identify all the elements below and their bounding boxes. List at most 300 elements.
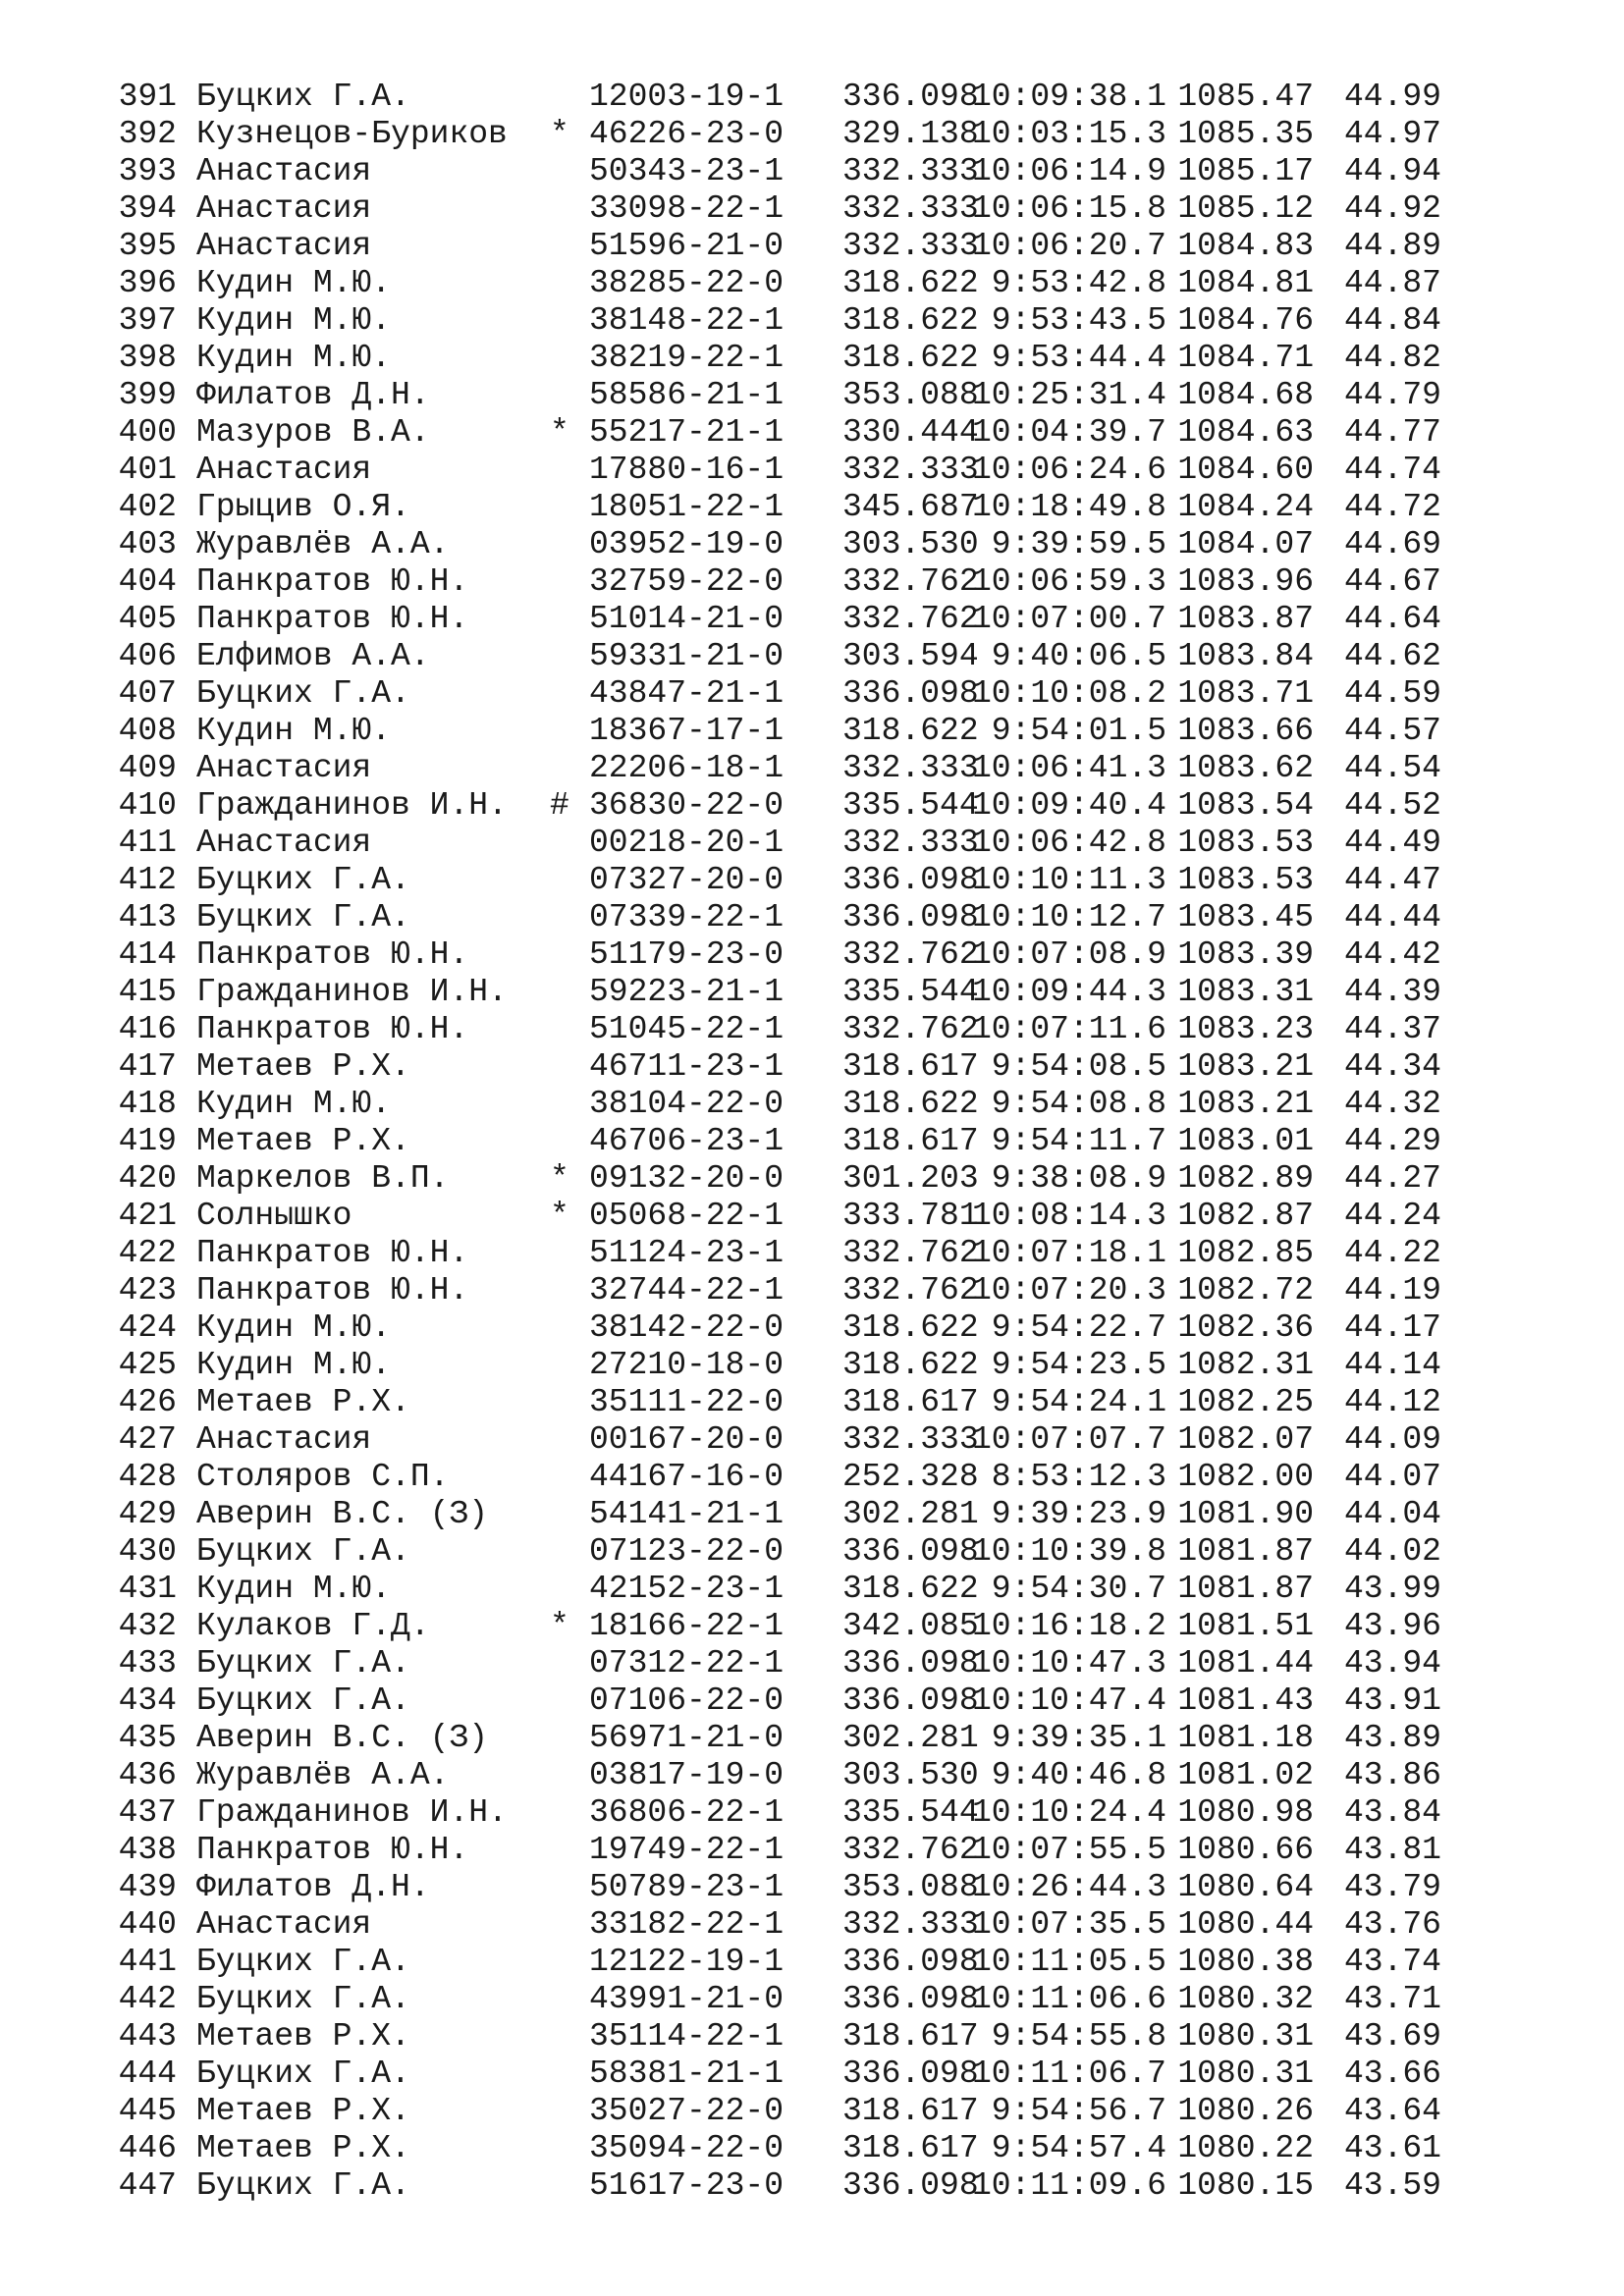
table-row — [118, 377, 1441, 414]
rank-cell: 419 — [118, 1123, 177, 1159]
fancier-name-cell: Анастасия — [196, 228, 372, 264]
distance-cell: 318.622 — [842, 1309, 979, 1346]
fancier-name-cell: Филатов Д.Н. — [196, 1869, 430, 1905]
speed-cell: 1080.22 — [1177, 2130, 1314, 2166]
arrival-time-cell: 10:10:24.4 — [971, 1794, 1166, 1831]
rank-cell: 437 — [118, 1794, 177, 1831]
coefficient-cell: 43.79 — [1343, 1869, 1441, 1905]
table-row — [118, 526, 1441, 563]
coefficient-cell: 44.19 — [1343, 1272, 1441, 1308]
fancier-name-cell: Панкратов Ю.Н. — [196, 1272, 469, 1308]
coefficient-cell: 44.62 — [1343, 638, 1441, 674]
coefficient-cell: 44.02 — [1343, 1533, 1441, 1570]
coefficient-cell: 44.14 — [1343, 1347, 1441, 1383]
coefficient-cell: 44.17 — [1343, 1309, 1441, 1346]
distance-cell: 318.622 — [842, 713, 979, 749]
fancier-name-cell: Анастасия — [196, 750, 372, 786]
ring-number-cell: 54141-21-1 — [589, 1496, 785, 1532]
distance-cell: 336.098 — [842, 1981, 979, 2017]
table-row — [118, 1720, 1441, 1757]
distance-cell: 318.622 — [842, 265, 979, 301]
distance-cell: 336.098 — [842, 675, 979, 712]
arrival-time-cell: 10:07:07.7 — [971, 1421, 1166, 1458]
table-row — [118, 1533, 1441, 1571]
speed-cell: 1085.17 — [1177, 153, 1314, 189]
arrival-time-cell: 9:54:22.7 — [991, 1309, 1166, 1346]
coefficient-cell: 43.76 — [1343, 1906, 1441, 1943]
coefficient-cell: 44.92 — [1343, 190, 1441, 227]
ring-number-cell: 35114-22-1 — [589, 2018, 785, 2055]
rank-cell: 414 — [118, 936, 177, 973]
coefficient-cell: 44.07 — [1343, 1459, 1441, 1495]
speed-cell: 1083.87 — [1177, 601, 1314, 637]
ring-number-cell: 46226-23-0 — [589, 116, 785, 152]
table-row — [118, 563, 1441, 601]
distance-cell: 332.762 — [842, 1272, 979, 1308]
ring-number-cell: 55217-21-1 — [589, 414, 785, 451]
coefficient-cell: 44.99 — [1343, 79, 1441, 115]
fancier-name-cell: Панкратов Ю.Н. — [196, 601, 469, 637]
coefficient-cell: 44.27 — [1343, 1160, 1441, 1197]
fancier-name-cell: Анастасия — [196, 1421, 372, 1458]
table-row — [118, 974, 1441, 1011]
rank-cell: 432 — [118, 1608, 177, 1644]
fancier-name-cell: Панкратов Ю.Н. — [196, 1011, 469, 1047]
rank-cell: 426 — [118, 1384, 177, 1420]
rank-cell: 442 — [118, 1981, 177, 2017]
arrival-time-cell: 10:10:12.7 — [971, 899, 1166, 935]
fancier-name-cell: Панкратов Ю.Н. — [196, 936, 469, 973]
ring-number-cell: 50343-23-1 — [589, 153, 785, 189]
distance-cell: 318.617 — [842, 2093, 979, 2129]
arrival-time-cell: 10:11:05.5 — [971, 1944, 1166, 1980]
speed-cell: 1082.25 — [1177, 1384, 1314, 1420]
distance-cell: 336.098 — [842, 899, 979, 935]
table-row — [118, 862, 1441, 899]
fancier-name-cell: Журавлёв А.А. — [196, 1757, 450, 1793]
distance-cell: 332.333 — [842, 228, 979, 264]
arrival-time-cell: 10:07:00.7 — [971, 601, 1166, 637]
coefficient-cell: 43.96 — [1343, 1608, 1441, 1644]
arrival-time-cell: 9:53:43.5 — [991, 302, 1166, 339]
speed-cell: 1081.02 — [1177, 1757, 1314, 1793]
speed-cell: 1082.07 — [1177, 1421, 1314, 1458]
table-row — [118, 116, 1441, 153]
arrival-time-cell: 10:06:20.7 — [971, 228, 1166, 264]
mark-cell: * — [550, 1608, 569, 1644]
ring-number-cell: 22206-18-1 — [589, 750, 785, 786]
coefficient-cell: 44.39 — [1343, 974, 1441, 1010]
fancier-name-cell: Гражданинов И.Н. — [196, 1794, 508, 1831]
table-row — [118, 153, 1441, 190]
ring-number-cell: 35111-22-0 — [589, 1384, 785, 1420]
ring-number-cell: 58586-21-1 — [589, 377, 785, 413]
fancier-name-cell: Метаев Р.Х. — [196, 1384, 410, 1420]
arrival-time-cell: 9:54:56.7 — [991, 2093, 1166, 2129]
table-row — [118, 1608, 1441, 1645]
rank-cell: 438 — [118, 1832, 177, 1868]
mark-cell: * — [550, 414, 569, 451]
arrival-time-cell: 9:53:42.8 — [991, 265, 1166, 301]
table-row — [118, 452, 1441, 489]
distance-cell: 332.762 — [842, 936, 979, 973]
ring-number-cell: 17880-16-1 — [589, 452, 785, 488]
speed-cell: 1080.26 — [1177, 2093, 1314, 2129]
ring-number-cell: 00167-20-0 — [589, 1421, 785, 1458]
coefficient-cell: 44.87 — [1343, 265, 1441, 301]
ring-number-cell: 51596-21-0 — [589, 228, 785, 264]
arrival-time-cell: 9:54:30.7 — [991, 1571, 1166, 1607]
speed-cell: 1083.96 — [1177, 563, 1314, 600]
speed-cell: 1083.53 — [1177, 825, 1314, 861]
distance-cell: 332.333 — [842, 190, 979, 227]
ring-number-cell: 35027-22-0 — [589, 2093, 785, 2129]
rank-cell: 408 — [118, 713, 177, 749]
rank-cell: 446 — [118, 2130, 177, 2166]
arrival-time-cell: 9:54:08.8 — [991, 1086, 1166, 1122]
fancier-name-cell: Анастасия — [196, 190, 372, 227]
mark-cell: * — [550, 1198, 569, 1234]
rank-cell: 425 — [118, 1347, 177, 1383]
table-row — [118, 79, 1441, 116]
table-row — [118, 713, 1441, 750]
ring-number-cell: 51179-23-0 — [589, 936, 785, 973]
speed-cell: 1083.71 — [1177, 675, 1314, 712]
speed-cell: 1083.21 — [1177, 1086, 1314, 1122]
arrival-time-cell: 9:54:55.8 — [991, 2018, 1166, 2055]
arrival-time-cell: 10:08:14.3 — [971, 1198, 1166, 1234]
distance-cell: 252.328 — [842, 1459, 979, 1495]
coefficient-cell: 44.32 — [1343, 1086, 1441, 1122]
rank-cell: 400 — [118, 414, 177, 451]
distance-cell: 318.622 — [842, 1347, 979, 1383]
fancier-name-cell: Буцких Г.А. — [196, 2167, 410, 2204]
rank-cell: 445 — [118, 2093, 177, 2129]
coefficient-cell: 44.84 — [1343, 302, 1441, 339]
coefficient-cell: 43.66 — [1343, 2056, 1441, 2092]
arrival-time-cell: 9:54:57.4 — [991, 2130, 1166, 2166]
coefficient-cell: 44.29 — [1343, 1123, 1441, 1159]
speed-cell: 1080.44 — [1177, 1906, 1314, 1943]
distance-cell: 332.762 — [842, 1011, 979, 1047]
coefficient-cell: 44.64 — [1343, 601, 1441, 637]
coefficient-cell: 44.57 — [1343, 713, 1441, 749]
ring-number-cell: 07339-22-1 — [589, 899, 785, 935]
fancier-name-cell: Грыцив О.Я. — [196, 489, 410, 525]
rank-cell: 391 — [118, 79, 177, 115]
speed-cell: 1080.66 — [1177, 1832, 1314, 1868]
speed-cell: 1080.64 — [1177, 1869, 1314, 1905]
table-row — [118, 1496, 1441, 1533]
mark-cell: * — [550, 1160, 569, 1197]
coefficient-cell: 44.34 — [1343, 1048, 1441, 1085]
distance-cell: 332.762 — [842, 1235, 979, 1271]
ring-number-cell: 42152-23-1 — [589, 1571, 785, 1607]
table-row — [118, 1794, 1441, 1832]
fancier-name-cell: Метаев Р.Х. — [196, 2130, 410, 2166]
table-row — [118, 825, 1441, 862]
arrival-time-cell: 10:09:44.3 — [971, 974, 1166, 1010]
ring-number-cell: 18367-17-1 — [589, 713, 785, 749]
rank-cell: 406 — [118, 638, 177, 674]
arrival-time-cell: 10:09:40.4 — [971, 787, 1166, 824]
table-row — [118, 1869, 1441, 1906]
table-row — [118, 1682, 1441, 1720]
table-row — [118, 2056, 1441, 2093]
ring-number-cell: 43847-21-1 — [589, 675, 785, 712]
table-row — [118, 936, 1441, 974]
fancier-name-cell: Филатов Д.Н. — [196, 377, 430, 413]
rank-cell: 415 — [118, 974, 177, 1010]
speed-cell: 1082.72 — [1177, 1272, 1314, 1308]
arrival-time-cell: 10:03:15.3 — [971, 116, 1166, 152]
speed-cell: 1080.32 — [1177, 1981, 1314, 2017]
speed-cell: 1082.87 — [1177, 1198, 1314, 1234]
ring-number-cell: 59331-21-0 — [589, 638, 785, 674]
arrival-time-cell: 10:11:06.6 — [971, 1981, 1166, 2017]
coefficient-cell: 43.84 — [1343, 1794, 1441, 1831]
ring-number-cell: 12003-19-1 — [589, 79, 785, 115]
arrival-time-cell: 9:38:08.9 — [991, 1160, 1166, 1197]
table-row — [118, 1160, 1441, 1198]
speed-cell: 1083.45 — [1177, 899, 1314, 935]
distance-cell: 332.333 — [842, 1421, 979, 1458]
distance-cell: 318.622 — [842, 302, 979, 339]
fancier-name-cell: Кудин М.Ю. — [196, 1086, 392, 1122]
ring-number-cell: 59223-21-1 — [589, 974, 785, 1010]
arrival-time-cell: 10:11:06.7 — [971, 2056, 1166, 2092]
rank-cell: 407 — [118, 675, 177, 712]
coefficient-cell: 44.74 — [1343, 452, 1441, 488]
table-row — [118, 1571, 1441, 1608]
ring-number-cell: 36830-22-0 — [589, 787, 785, 824]
rank-cell: 417 — [118, 1048, 177, 1085]
coefficient-cell: 44.69 — [1343, 526, 1441, 562]
arrival-time-cell: 9:53:44.4 — [991, 340, 1166, 376]
rank-cell: 396 — [118, 265, 177, 301]
fancier-name-cell: Метаев Р.Х. — [196, 1048, 410, 1085]
coefficient-cell: 43.91 — [1343, 1682, 1441, 1719]
rank-cell: 412 — [118, 862, 177, 898]
rank-cell: 394 — [118, 190, 177, 227]
arrival-time-cell: 10:07:55.5 — [971, 1832, 1166, 1868]
fancier-name-cell: Кудин М.Ю. — [196, 1571, 392, 1607]
ring-number-cell: 46706-23-1 — [589, 1123, 785, 1159]
speed-cell: 1084.07 — [1177, 526, 1314, 562]
speed-cell: 1081.87 — [1177, 1533, 1314, 1570]
distance-cell: 332.333 — [842, 153, 979, 189]
speed-cell: 1080.31 — [1177, 2018, 1314, 2055]
rank-cell: 447 — [118, 2167, 177, 2204]
fancier-name-cell: Панкратов Ю.Н. — [196, 1832, 469, 1868]
table-row — [118, 1944, 1441, 1981]
distance-cell: 332.762 — [842, 1832, 979, 1868]
coefficient-cell: 44.47 — [1343, 862, 1441, 898]
fancier-name-cell: Мазуров В.А. — [196, 414, 430, 451]
ring-number-cell: 50789-23-1 — [589, 1869, 785, 1905]
fancier-name-cell: Панкратов Ю.Н. — [196, 1235, 469, 1271]
fancier-name-cell: Анастасия — [196, 153, 372, 189]
speed-cell: 1083.54 — [1177, 787, 1314, 824]
distance-cell: 332.333 — [842, 750, 979, 786]
speed-cell: 1082.85 — [1177, 1235, 1314, 1271]
rank-cell: 395 — [118, 228, 177, 264]
rank-cell: 398 — [118, 340, 177, 376]
ring-number-cell: 07106-22-0 — [589, 1682, 785, 1719]
distance-cell: 318.617 — [842, 1123, 979, 1159]
arrival-time-cell: 10:07:11.6 — [971, 1011, 1166, 1047]
rank-cell: 424 — [118, 1309, 177, 1346]
table-row — [118, 899, 1441, 936]
fancier-name-cell: Буцких Г.А. — [196, 79, 410, 115]
ring-number-cell: 58381-21-1 — [589, 2056, 785, 2092]
rank-cell: 421 — [118, 1198, 177, 1234]
fancier-name-cell: Кудин М.Ю. — [196, 302, 392, 339]
rank-cell: 418 — [118, 1086, 177, 1122]
speed-cell: 1084.71 — [1177, 340, 1314, 376]
distance-cell: 318.617 — [842, 1048, 979, 1085]
ring-number-cell: 38104-22-0 — [589, 1086, 785, 1122]
speed-cell: 1084.60 — [1177, 452, 1314, 488]
table-row — [118, 1459, 1441, 1496]
fancier-name-cell: Кулаков Г.Д. — [196, 1608, 430, 1644]
distance-cell: 335.544 — [842, 787, 979, 824]
rank-cell: 431 — [118, 1571, 177, 1607]
coefficient-cell: 43.81 — [1343, 1832, 1441, 1868]
ring-number-cell: 27210-18-0 — [589, 1347, 785, 1383]
results-table — [118, 79, 1441, 2205]
distance-cell: 336.098 — [842, 2167, 979, 2204]
coefficient-cell: 44.59 — [1343, 675, 1441, 712]
speed-cell: 1080.38 — [1177, 1944, 1314, 1980]
coefficient-cell: 44.22 — [1343, 1235, 1441, 1271]
fancier-name-cell: Журавлёв А.А. — [196, 526, 450, 562]
rank-cell: 399 — [118, 377, 177, 413]
fancier-name-cell: Метаев Р.Х. — [196, 1123, 410, 1159]
arrival-time-cell: 9:39:35.1 — [991, 1720, 1166, 1756]
speed-cell: 1081.51 — [1177, 1608, 1314, 1644]
speed-cell: 1083.39 — [1177, 936, 1314, 973]
ring-number-cell: 35094-22-0 — [589, 2130, 785, 2166]
rank-cell: 429 — [118, 1496, 177, 1532]
arrival-time-cell: 10:06:59.3 — [971, 563, 1166, 600]
coefficient-cell: 44.49 — [1343, 825, 1441, 861]
speed-cell: 1084.68 — [1177, 377, 1314, 413]
coefficient-cell: 43.64 — [1343, 2093, 1441, 2129]
table-row — [118, 1048, 1441, 1086]
ring-number-cell: 44167-16-0 — [589, 1459, 785, 1495]
ring-number-cell: 32744-22-1 — [589, 1272, 785, 1308]
fancier-name-cell: Анастасия — [196, 452, 372, 488]
coefficient-cell: 43.86 — [1343, 1757, 1441, 1793]
ring-number-cell: 38148-22-1 — [589, 302, 785, 339]
distance-cell: 318.622 — [842, 1571, 979, 1607]
arrival-time-cell: 10:26:44.3 — [971, 1869, 1166, 1905]
rank-cell: 397 — [118, 302, 177, 339]
arrival-time-cell: 9:39:23.9 — [991, 1496, 1166, 1532]
ring-number-cell: 03952-19-0 — [589, 526, 785, 562]
arrival-time-cell: 10:06:42.8 — [971, 825, 1166, 861]
arrival-time-cell: 9:40:06.5 — [991, 638, 1166, 674]
coefficient-cell: 43.99 — [1343, 1571, 1441, 1607]
speed-cell: 1083.23 — [1177, 1011, 1314, 1047]
rank-cell: 434 — [118, 1682, 177, 1719]
arrival-time-cell: 10:10:08.2 — [971, 675, 1166, 712]
distance-cell: 302.281 — [842, 1720, 979, 1756]
table-row — [118, 750, 1441, 787]
table-row — [118, 1123, 1441, 1160]
arrival-time-cell: 9:54:08.5 — [991, 1048, 1166, 1085]
ring-number-cell: 51617-23-0 — [589, 2167, 785, 2204]
arrival-time-cell: 9:54:23.5 — [991, 1347, 1166, 1383]
speed-cell: 1083.31 — [1177, 974, 1314, 1010]
ring-number-cell: 09132-20-0 — [589, 1160, 785, 1197]
coefficient-cell: 43.59 — [1343, 2167, 1441, 2204]
distance-cell: 302.281 — [842, 1496, 979, 1532]
distance-cell: 335.544 — [842, 1794, 979, 1831]
fancier-name-cell: Аверин В.С. (З) — [196, 1720, 489, 1756]
ring-number-cell: 19749-22-1 — [589, 1832, 785, 1868]
speed-cell: 1084.24 — [1177, 489, 1314, 525]
speed-cell: 1083.62 — [1177, 750, 1314, 786]
speed-cell: 1084.81 — [1177, 265, 1314, 301]
fancier-name-cell: Метаев Р.Х. — [196, 2093, 410, 2129]
fancier-name-cell: Буцких Г.А. — [196, 675, 410, 712]
coefficient-cell: 43.61 — [1343, 2130, 1441, 2166]
speed-cell: 1085.35 — [1177, 116, 1314, 152]
fancier-name-cell: Аверин В.С. (З) — [196, 1496, 489, 1532]
coefficient-cell: 43.71 — [1343, 1981, 1441, 2017]
fancier-name-cell: Буцких Г.А. — [196, 1981, 410, 2017]
arrival-time-cell: 10:09:38.1 — [971, 79, 1166, 115]
coefficient-cell: 43.94 — [1343, 1645, 1441, 1682]
speed-cell: 1080.98 — [1177, 1794, 1314, 1831]
table-row — [118, 190, 1441, 228]
ring-number-cell: 12122-19-1 — [589, 1944, 785, 1980]
distance-cell: 329.138 — [842, 116, 979, 152]
fancier-name-cell: Метаев Р.Х. — [196, 2018, 410, 2055]
table-row — [118, 228, 1441, 265]
arrival-time-cell: 10:16:18.2 — [971, 1608, 1166, 1644]
speed-cell: 1085.47 — [1177, 79, 1314, 115]
table-row — [118, 2167, 1441, 2205]
table-row — [118, 601, 1441, 638]
table-row — [118, 489, 1441, 526]
ring-number-cell: 05068-22-1 — [589, 1198, 785, 1234]
rank-cell: 413 — [118, 899, 177, 935]
rank-cell: 435 — [118, 1720, 177, 1756]
ring-number-cell: 33182-22-1 — [589, 1906, 785, 1943]
speed-cell: 1084.76 — [1177, 302, 1314, 339]
rank-cell: 404 — [118, 563, 177, 600]
mark-cell: # — [550, 787, 569, 824]
fancier-name-cell: Анастасия — [196, 1906, 372, 1943]
fancier-name-cell: Кудин М.Ю. — [196, 1347, 392, 1383]
coefficient-cell: 44.97 — [1343, 116, 1441, 152]
rank-cell: 423 — [118, 1272, 177, 1308]
fancier-name-cell: Маркелов В.П. — [196, 1160, 450, 1197]
distance-cell: 318.622 — [842, 340, 979, 376]
distance-cell: 336.098 — [842, 79, 979, 115]
distance-cell: 330.444 — [842, 414, 979, 451]
speed-cell: 1081.90 — [1177, 1496, 1314, 1532]
arrival-time-cell: 9:54:24.1 — [991, 1384, 1166, 1420]
arrival-time-cell: 9:54:01.5 — [991, 713, 1166, 749]
table-row — [118, 414, 1441, 452]
fancier-name-cell: Столяров С.П. — [196, 1459, 450, 1495]
distance-cell: 345.687 — [842, 489, 979, 525]
table-row — [118, 787, 1441, 825]
